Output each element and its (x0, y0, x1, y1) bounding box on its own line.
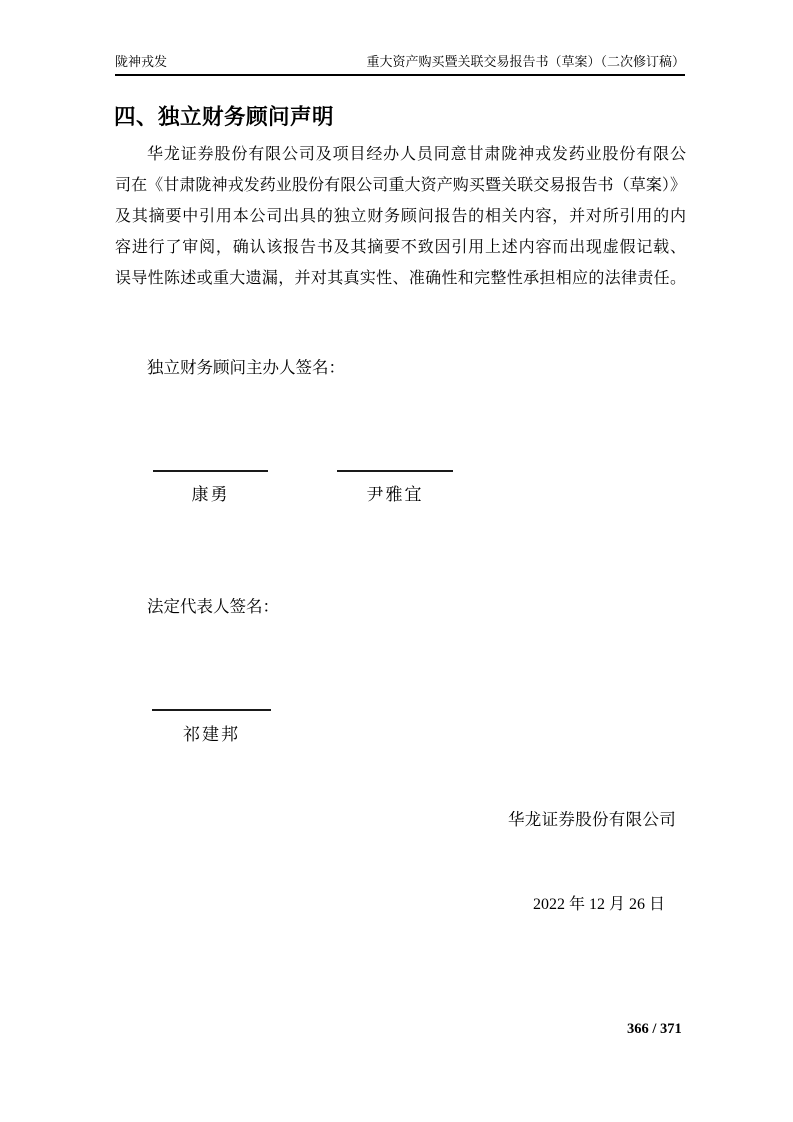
running-header (115, 53, 685, 76)
paragraph-line: 司在《甘肃陇神戎发药业股份有限公司重大资产购买暨关联交易报告书（草案）》 (115, 177, 686, 194)
sponsor-signature-label: 独立财务顾问主办人签名： (147, 358, 345, 377)
statement-paragraph (115, 139, 686, 294)
document-date: 2022 年 12 月 26 日 (533, 896, 666, 913)
page-number: 366 / 371 (627, 1021, 682, 1037)
company-name: 华龙证券股份有限公司 (508, 810, 676, 829)
paragraph-line: 及其摘要中引用本公司出具的独立财务顾问报告的相关内容，并对所引用的内 (115, 208, 686, 225)
header-document-title: 重大资产购买暨关联交易报告书（草案）（二次修订稿） (366, 54, 685, 69)
header-short-title: 陇神戎发 (115, 54, 168, 69)
legal-representative-name: 祁建邦 (183, 725, 240, 744)
signature-line (337, 470, 453, 472)
sponsor-signer-name: 康勇 (191, 485, 230, 504)
legal-representative-signature-label: 法定代表人签名： (147, 597, 279, 616)
paragraph-line: 误导性陈述或重大遗漏，并对其真实性、准确性和完整性承担相应的法律责任。 (115, 270, 686, 287)
paragraph-line: 华龙证券股份有限公司及项目经办人员同意甘肃陇神戎发药业股份有限公 (147, 146, 686, 163)
signature-line (152, 709, 271, 711)
signature-line (153, 470, 268, 472)
paragraph-line: 容进行了审阅，确认该报告书及其摘要不致因引用上述内容而出现虚假记载、 (115, 239, 686, 256)
sponsor-signer-name: 尹雅宜 (366, 485, 424, 504)
section-title: 四、独立财务顾问声明 (114, 105, 335, 129)
